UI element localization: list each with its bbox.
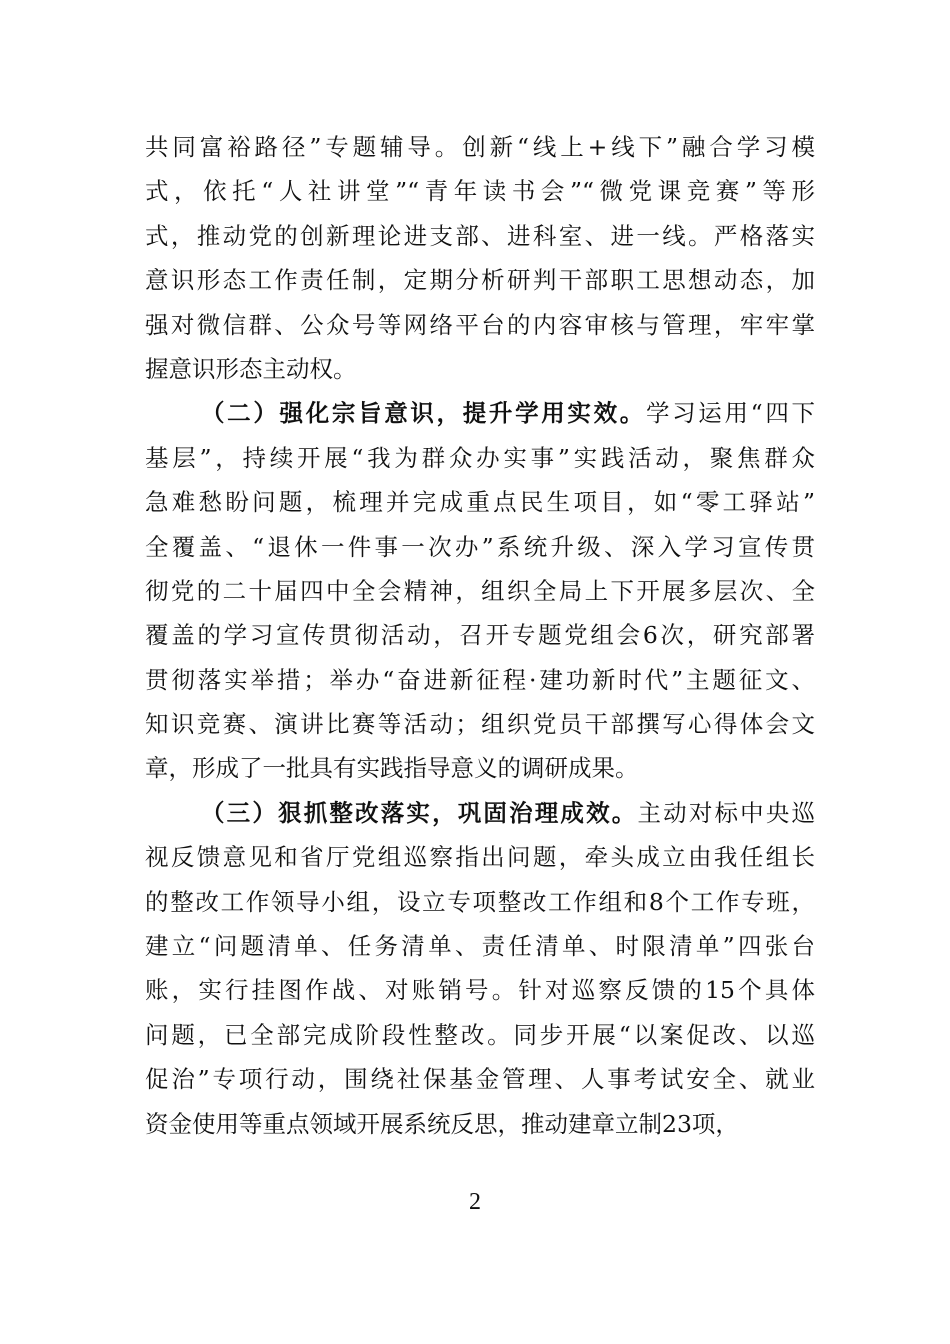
text-line: 强对微信群、公众号等网络平台的内容审核与管理，牢牢掌 bbox=[145, 310, 815, 339]
text-line: 知识竞赛、演讲比赛等活动；组织党员干部撰写心得体会文 bbox=[145, 710, 815, 739]
text-line: 急难愁盼问题，梳理并完成重点民生项目，如“零工驿站” bbox=[145, 488, 815, 517]
text-line: 视反馈意见和省厅党组巡察指出问题，牵头成立由我任组长 bbox=[145, 843, 815, 872]
text-line: 共同富裕路径”专题辅导。创新“线上+线下”融合学习模 bbox=[145, 133, 815, 161]
text-line: 资金使用等重点领域开展系统反思，推动建章立制23项， bbox=[145, 1109, 739, 1138]
text-line: 覆盖的学习宣传贯彻活动，召开专题党组会6次，研究部署 bbox=[145, 621, 815, 650]
text-line: 贯彻落实举措；举办“奋进新征程·建功新时代”主题征文、 bbox=[145, 665, 815, 694]
text-line: 基层”，持续开展“我为群众办实事”实践活动，聚焦群众 bbox=[145, 443, 815, 472]
text-line: 建立“问题清单、任务清单、责任清单、时限清单”四张台 bbox=[145, 932, 815, 961]
text-line: 账，实行挂图作战、对账销号。针对巡察反馈的15个具体 bbox=[145, 976, 815, 1005]
text-line: 握意识形态主动权。 bbox=[145, 354, 357, 383]
section-heading-2: （二）强化宗旨意识，提升学用实效。 bbox=[201, 399, 646, 428]
text-line: 章，形成了一批具有实践指导意义的调研成果。 bbox=[145, 754, 639, 783]
paragraph-2-first-line bbox=[145, 391, 815, 435]
text-line: 问题，已全部完成阶段性整改。同步开展“以案促改、以巡 bbox=[145, 1020, 815, 1049]
text-line: 彻党的二十届四中全会精神，组织全局上下开展多层次、全 bbox=[145, 576, 815, 605]
text-line: 全覆盖、“退休一件事一次办”系统升级、深入学习宣传贯 bbox=[145, 532, 815, 561]
text-run: 学习运用“四下 bbox=[645, 399, 816, 428]
text-line: 式，依托“人社讲堂”“青年读书会”“微党课竞赛”等形 bbox=[145, 177, 815, 206]
text-line: 式，推动党的创新理论进支部、进科室、进一线。严格落实 bbox=[145, 221, 815, 250]
text-line: 的整改工作领导小组，设立专项整改工作组和8个工作专班， bbox=[145, 887, 815, 916]
section-heading-3: （三）狠抓整改落实，巩固治理成效。 bbox=[201, 798, 638, 827]
paragraph-3-first-line bbox=[145, 791, 815, 835]
page-number: 2 bbox=[469, 1189, 481, 1215]
text-run: 主动对标中央巡 bbox=[637, 798, 816, 827]
text-line: 意识形态工作责任制，定期分析研判干部职工思想动态，加 bbox=[145, 266, 815, 295]
text-line: 促治”专项行动，围绕社保基金管理、人事考试安全、就业 bbox=[145, 1065, 815, 1094]
body-text bbox=[145, 125, 815, 1146]
